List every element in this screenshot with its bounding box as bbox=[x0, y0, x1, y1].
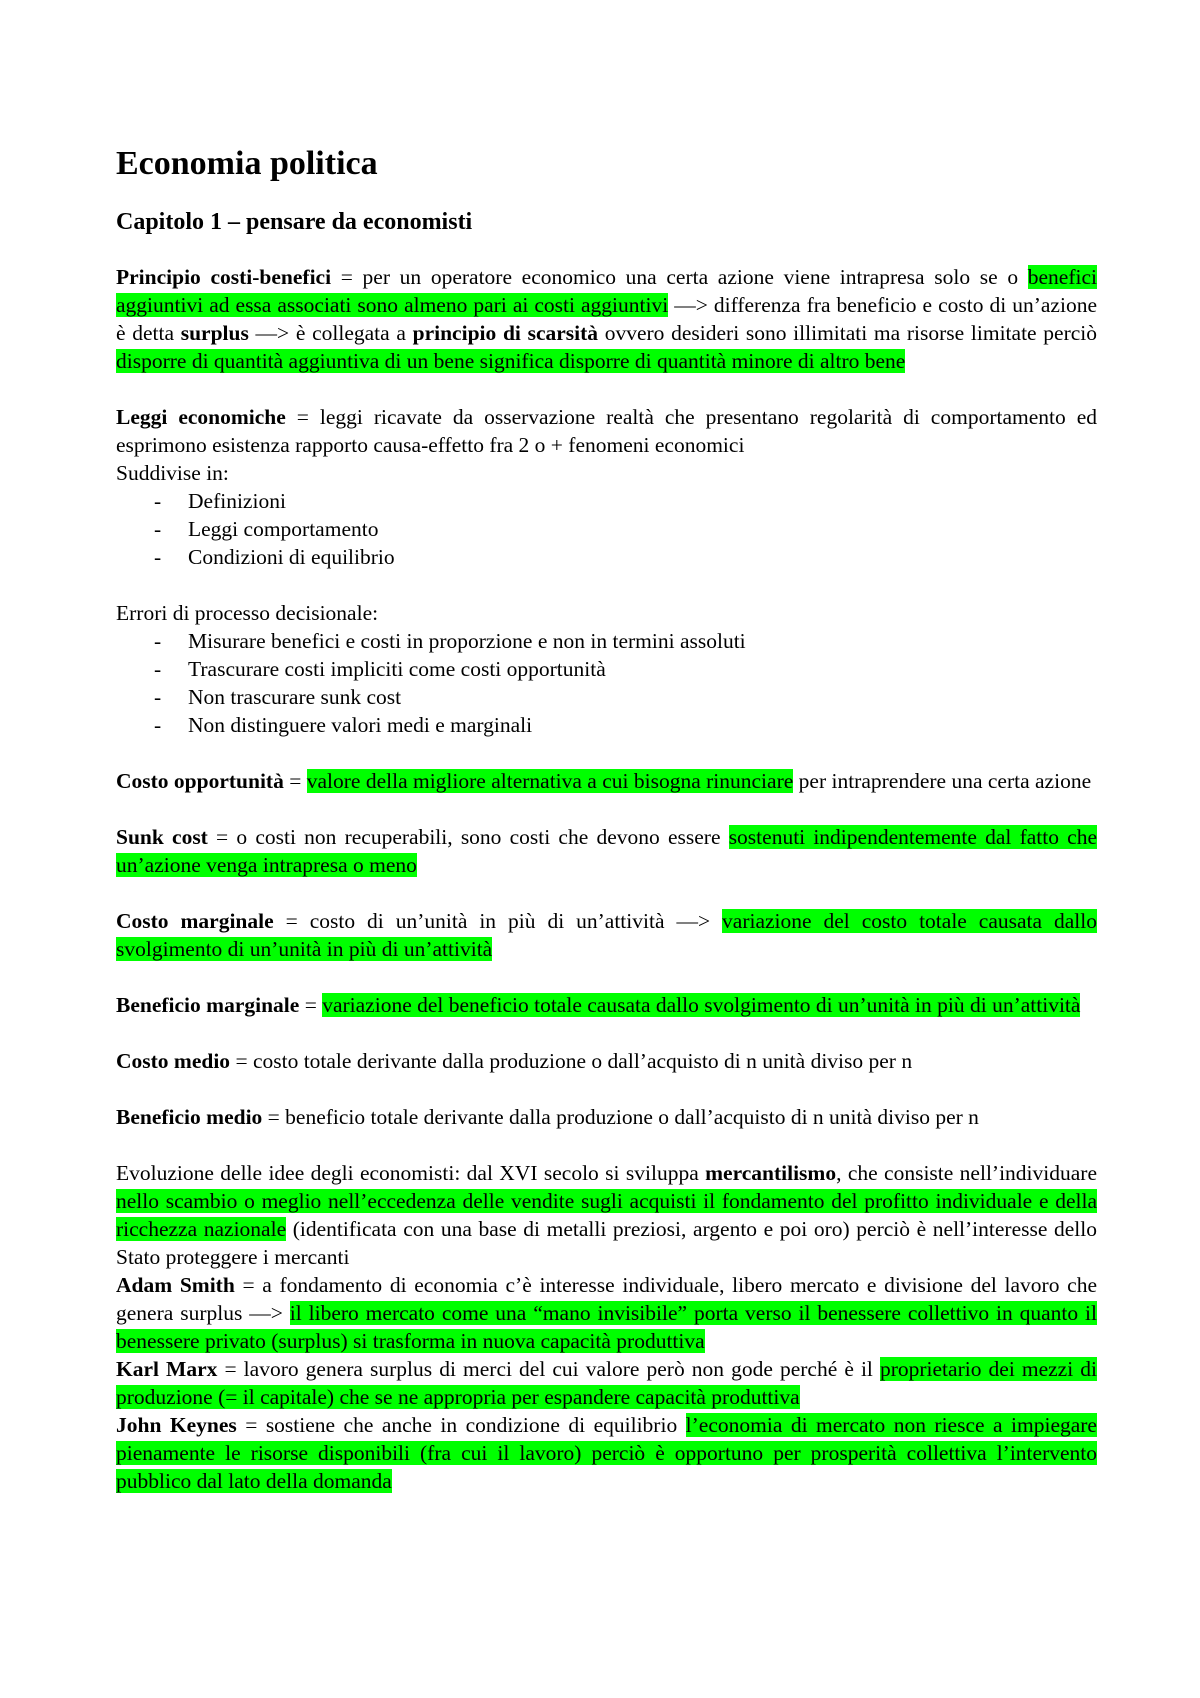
bold-term: Karl Marx bbox=[116, 1357, 218, 1381]
text-segment: —> è collegata a bbox=[248, 321, 413, 345]
text-segment: = sostiene che anche in condizione di equilibrio bbox=[236, 1413, 686, 1437]
dash-bullet-icon: - bbox=[154, 629, 162, 653]
bold-term: Beneficio medio bbox=[116, 1105, 263, 1129]
text-segment: = bbox=[283, 769, 307, 793]
text-segment: , che consiste nell’individuare bbox=[836, 1161, 1097, 1185]
highlighted-text: sostenuti indipendentemente dal fatto che un’azione venga intrapresa o meno bbox=[116, 825, 1098, 877]
text-segment: Suddivise in: bbox=[116, 461, 229, 485]
paragraph-evoluzione bbox=[116, 1159, 1097, 1271]
paragraph-beneficio-marginale bbox=[116, 991, 1097, 1019]
text-segment: = costo di un’unità in più di un’attività —> bbox=[273, 909, 723, 933]
text-segment: (identificata con una base di metalli preziosi, argento e poi oro) perciò è nell’interesse dello Stato proteggere i mercanti bbox=[116, 1217, 1097, 1269]
text-segment: = o costi non recuperabili, sono costi che devono essere bbox=[207, 825, 729, 849]
paragraph-karl-marx bbox=[116, 1355, 1097, 1411]
paragraph-adam-smith bbox=[116, 1271, 1097, 1355]
paragraph-costo-marginale bbox=[116, 907, 1097, 963]
paragraph-errori bbox=[116, 599, 1097, 627]
dash-bullet-icon: - bbox=[154, 517, 162, 541]
text-segment: = leggi ricavate da osservazione realtà che presentano regolarità di comportamento ed esprimono esistenza rapporto causa-effetto fra 2 o + fenomeni economici bbox=[116, 405, 1097, 457]
highlighted-text: proprietario dei mezzi di produzione (= il capitale) che se ne appropria per espandere capacità produttiva bbox=[116, 1357, 1097, 1409]
text-segment: = beneficio totale derivante dalla produzione o dall’acquisto di n unità diviso per n bbox=[262, 1105, 979, 1129]
dash-bullet-icon: - bbox=[154, 685, 162, 709]
list-item bbox=[116, 711, 1097, 739]
paragraph-suddivise-in bbox=[116, 459, 1097, 487]
dash-bullet-icon: - bbox=[154, 713, 162, 737]
text-segment: Errori di processo decisionale: bbox=[116, 601, 379, 625]
highlighted-text: valore della migliore alternativa a cui bisogna rinunciare bbox=[306, 769, 794, 793]
text-segment: per intraprendere una certa azione bbox=[793, 769, 1092, 793]
chapter-heading: Capitolo 1 – pensare da economisti bbox=[116, 209, 473, 235]
list-item-text: Definizioni bbox=[188, 489, 286, 513]
list-item-text: Non distinguere valori medi e marginali bbox=[188, 713, 533, 737]
list-item bbox=[116, 487, 1097, 515]
bold-term: Leggi economiche bbox=[116, 405, 286, 429]
list-item bbox=[116, 543, 1097, 571]
text-segment: Evoluzione delle idee degli economisti: dal XVI secolo si sviluppa bbox=[116, 1161, 706, 1185]
highlighted-text: nello scambio o meglio nell’eccedenza delle vendite sugli acquisti il fondamento del profitto individuale e della ricchezza nazionale bbox=[116, 1189, 1097, 1241]
bold-term: Beneficio marginale bbox=[116, 993, 300, 1017]
highlighted-text: il libero mercato come una “mano invisibile” porta verso il benessere collettivo in quanto il benessere privato (surplus) si trasforma in nuova capacità produttiva bbox=[116, 1301, 1097, 1353]
highlighted-text: variazione del beneficio totale causata dallo svolgimento di un’unità in più di un’attività bbox=[322, 993, 1081, 1017]
list-suddivisioni bbox=[116, 487, 1097, 571]
list-item-text: Trascurare costi impliciti come costi opportunità bbox=[188, 657, 606, 681]
bold-term: Costo marginale bbox=[116, 909, 274, 933]
text-segment: = bbox=[299, 993, 323, 1017]
paragraph-john-keynes bbox=[116, 1411, 1097, 1495]
bold-term: John Keynes bbox=[116, 1413, 237, 1437]
bold-term: surplus bbox=[180, 321, 249, 345]
paragraph-beneficio-medio bbox=[116, 1103, 1097, 1131]
list-item bbox=[116, 515, 1097, 543]
bold-term: principio di scarsità bbox=[412, 321, 599, 345]
list-item-text: Non trascurare sunk cost bbox=[188, 685, 402, 709]
bold-term: Costo opportunità bbox=[116, 769, 284, 793]
bold-term: Sunk cost bbox=[116, 825, 208, 849]
dash-bullet-icon: - bbox=[154, 489, 162, 513]
list-item-text: Condizioni di equilibrio bbox=[188, 545, 395, 569]
highlighted-text: l’economia di mercato non riesce a impiegare pienamente le risorse disponibili (fra cui il lavoro) perciò è opportuno per prosperità collettiva l’intervento pubblico dal lato della domanda bbox=[116, 1413, 1097, 1493]
highlighted-text: benefici aggiuntivi ad essa associati sono almeno pari ai costi aggiuntivi bbox=[116, 265, 1097, 317]
paragraph-sunk-cost bbox=[116, 823, 1097, 879]
list-errori bbox=[116, 627, 1097, 739]
text-segment: = per un operatore economico una certa azione viene intrapresa solo se o bbox=[331, 265, 1028, 289]
bold-term: Principio costi-benefici bbox=[116, 265, 332, 289]
bold-term: mercantilismo bbox=[705, 1161, 837, 1185]
highlighted-text: disporre di quantità aggiuntiva di un bene significa disporre di quantità minore di altro bene bbox=[116, 349, 906, 373]
paragraph-costo-medio bbox=[116, 1047, 1097, 1075]
bold-term: Adam Smith bbox=[116, 1273, 235, 1297]
bold-term: Costo medio bbox=[116, 1049, 231, 1073]
text-segment: = costo totale derivante dalla produzione o dall’acquisto di n unità diviso per n bbox=[230, 1049, 913, 1073]
text-segment: —> differenza fra beneficio e costo di un’azione è detta bbox=[116, 293, 1097, 345]
dash-bullet-icon: - bbox=[154, 657, 162, 681]
text-segment: ovvero desideri sono illimitati ma risorse limitate perciò bbox=[598, 321, 1097, 345]
paragraph-costo-opportunita bbox=[116, 767, 1097, 795]
paragraph-leggi-economiche bbox=[116, 403, 1097, 459]
list-item-text: Leggi comportamento bbox=[188, 517, 379, 541]
document-title: Economia politica bbox=[116, 145, 378, 182]
list-item bbox=[116, 627, 1097, 655]
text-segment: = a fondamento di economia c’è interesse individuale, libero mercato e divisione del lavoro che genera surplus —> bbox=[116, 1273, 1097, 1325]
paragraph-principio-costi-benefici bbox=[116, 263, 1097, 375]
text-segment: = lavoro genera surplus di merci del cui valore però non gode perché è il bbox=[217, 1357, 880, 1381]
list-item bbox=[116, 655, 1097, 683]
list-item bbox=[116, 683, 1097, 711]
dash-bullet-icon: - bbox=[154, 545, 162, 569]
highlighted-text: variazione del costo totale causata dallo svolgimento di un’unità in più di un’attività bbox=[116, 909, 1097, 961]
list-item-text: Misurare benefici e costi in proporzione e non in termini assoluti bbox=[188, 629, 746, 653]
